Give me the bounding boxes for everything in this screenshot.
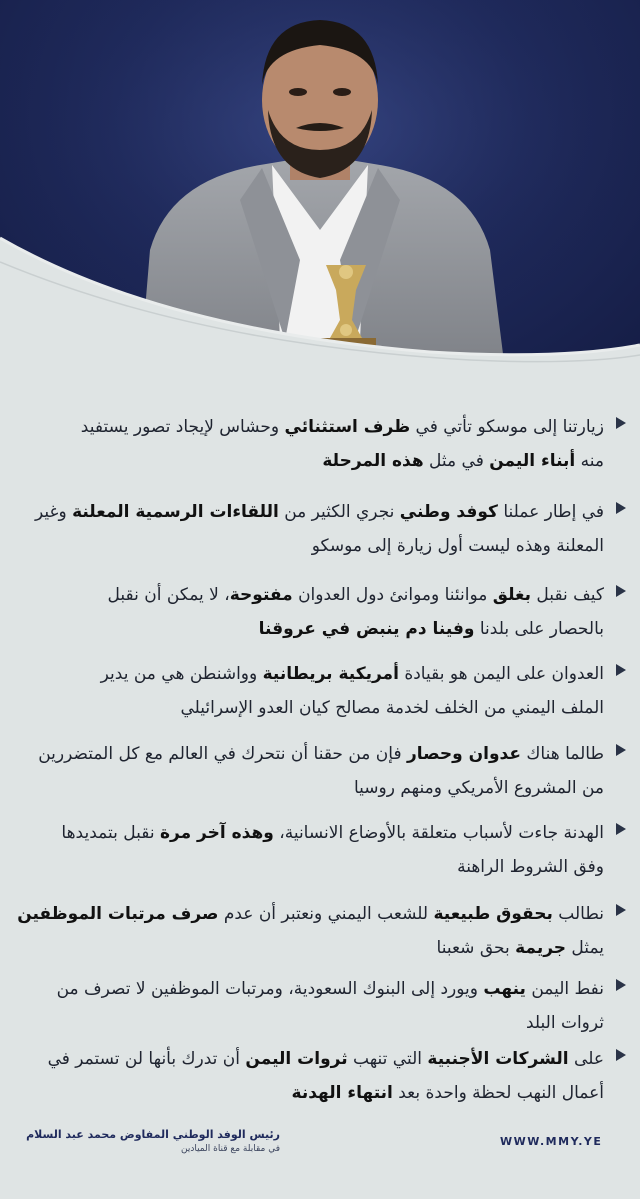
quote-line: أعمال النهب لحظة واحدة بعد انتهاء الهدنة — [291, 1083, 604, 1103]
quote-line: بالحصار على بلدنا وفينا دم ينبض في عروقنا — [258, 619, 604, 639]
quote-line: في إطار عملنا كوفد وطني نجري الكثير من اللقاءات الرسمية المعلنة وغير — [35, 502, 604, 522]
quote-item — [34, 410, 604, 478]
triangle-bullet-icon — [616, 823, 626, 835]
decorative-wave — [0, 0, 640, 370]
speaker-signature — [26, 1128, 280, 1154]
triangle-bullet-icon — [616, 1049, 626, 1061]
quote-item — [34, 816, 604, 884]
quote-item — [34, 578, 604, 646]
triangle-bullet-icon — [616, 979, 626, 991]
speaker-title: رئيس الوفد الوطني المفاوض محمد عبد السلام — [26, 1128, 280, 1141]
quote-line: زيارتنا إلى موسكو تأتي في ظرف استثنائي وحشاس لإيجاد تصور يستفيد — [80, 417, 604, 437]
quote-item — [34, 737, 604, 805]
quote-line: الملف اليمني من الخلف لخدمة مصالح كيان العدو الإسرائيلي — [180, 698, 604, 718]
quote-line: العدوان على اليمن هو بقيادة أمريكية بريطانية وواشنطن هي من يدير — [100, 664, 604, 684]
quote-item — [34, 1042, 604, 1110]
quote-line: طالما هناك عدوان وحصار فإن من حقنا أن نتحرك في العالم مع كل المتضررين — [38, 744, 604, 764]
quote-line: نفط اليمن ينهب ويورد إلى البنوك السعودية، ومرتبات الموظفين لا تصرف من — [56, 979, 604, 999]
quote-line: يمثل جريمة بحق شعبنا — [436, 938, 604, 958]
quote-item — [34, 972, 604, 1040]
quote-line: نطالب بحقوق طبيعية للشعب اليمني ونعتبر أن عدم صرف مرتبات الموظفين — [17, 904, 604, 924]
triangle-bullet-icon — [616, 744, 626, 756]
quote-line: على الشركات الأجنبية التي تنهب ثروات اليمن أن تدرك بأنها لن تستمر في — [47, 1049, 604, 1069]
speaker-source: في مقابلة مع قناة الميادين — [180, 1144, 280, 1154]
quote-item — [34, 495, 604, 563]
quote-line: المعلنة وهذه ليست أول زيارة إلى موسكو — [311, 536, 604, 556]
quote-line: منه أبناء اليمن في مثل هذه المرحلة — [322, 451, 604, 471]
website-url: WWW.MMY.YE — [500, 1135, 603, 1148]
triangle-bullet-icon — [616, 664, 626, 676]
triangle-bullet-icon — [616, 417, 626, 429]
triangle-bullet-icon — [616, 904, 626, 916]
triangle-bullet-icon — [616, 585, 626, 597]
quote-line: الهدنة جاءت لأسباب متعلقة بالأوضاع الانسانية، وهذه آخر مرة نقبل بتمديدها — [61, 823, 604, 843]
quote-item — [17, 897, 604, 965]
quote-line: ثروات البلد — [525, 1013, 604, 1033]
triangle-bullet-icon — [616, 502, 626, 514]
quote-item — [34, 657, 604, 725]
quote-line: كيف نقبل بغلق موانئنا وموانئ دول العدوان مفتوحة، لا يمكن أن نقبل — [107, 585, 604, 605]
portrait-banner — [0, 0, 640, 370]
quote-line: من المشروع الأمريكي ومنهم روسيا — [353, 778, 604, 798]
quote-line: وفق الشروط الراهنة — [457, 857, 604, 877]
